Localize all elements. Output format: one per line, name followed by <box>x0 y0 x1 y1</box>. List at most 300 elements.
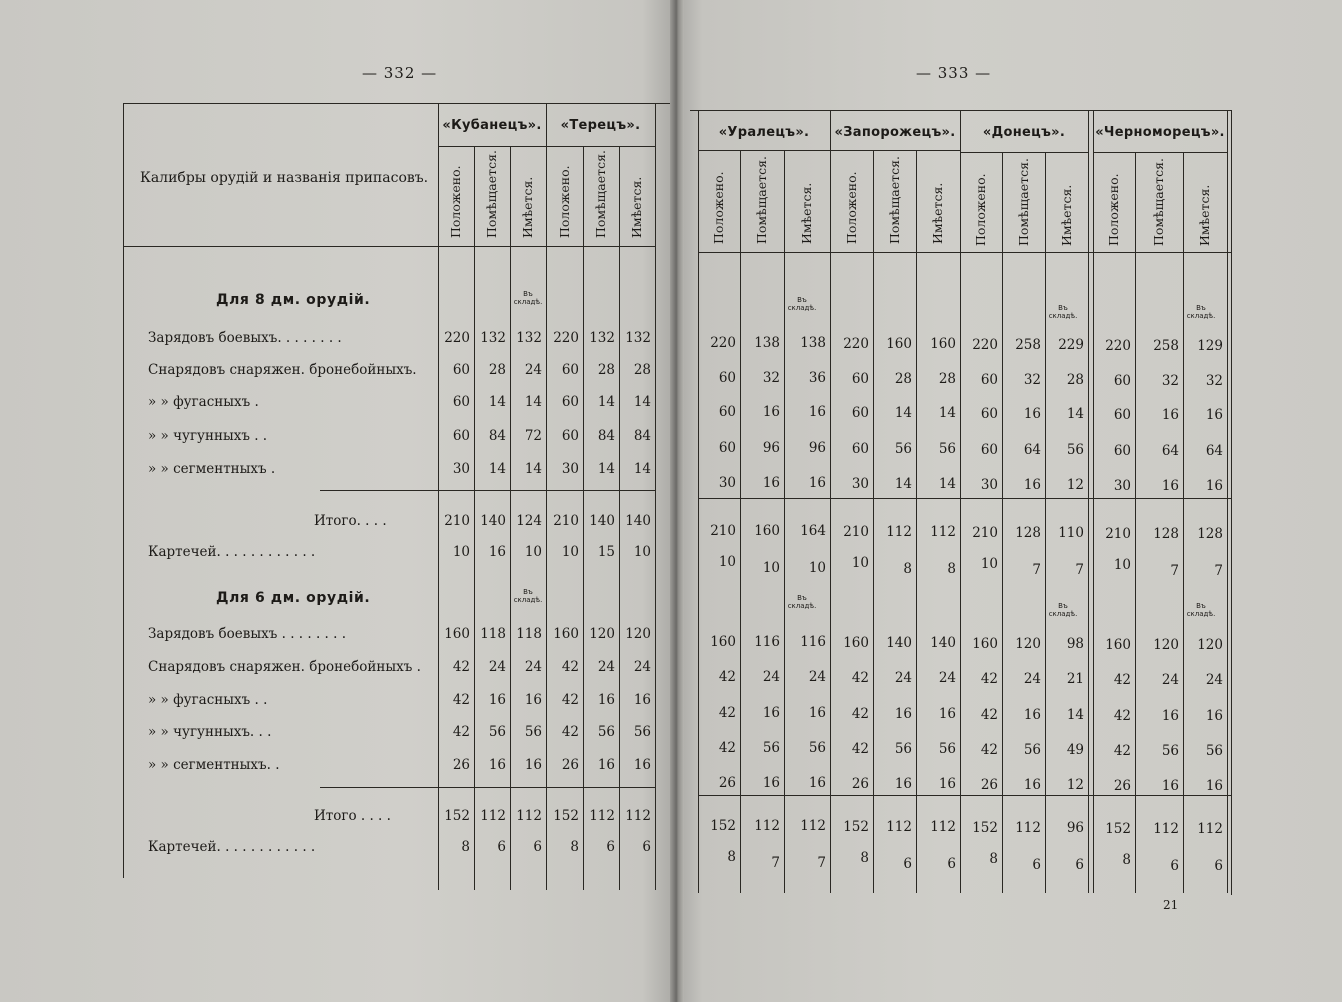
value-cell: 14 <box>938 476 956 492</box>
value-cell: 16 <box>524 757 542 773</box>
canister-label: Картечей. . . . . . . . . . . . <box>148 839 316 855</box>
value-cell: 16 <box>597 692 615 708</box>
value-cell: 42 <box>561 692 579 708</box>
section-title: Для 6 дм. орудій. <box>216 590 371 606</box>
ship-header-rule <box>1093 152 1227 153</box>
value-cell: 140 <box>930 635 956 651</box>
left-page-number: — 332 — <box>362 64 438 82</box>
value-cell: 42 <box>851 670 869 686</box>
value-cell: 60 <box>561 362 579 378</box>
in-store-note: Въ складѣ. <box>513 588 543 604</box>
value-cell: 120 <box>1153 637 1179 653</box>
value-cell: 16 <box>894 706 912 722</box>
value-cell: 24 <box>808 669 826 685</box>
value-cell: 56 <box>1161 743 1179 759</box>
value-cell: 60 <box>718 404 736 420</box>
column-rule <box>1093 110 1094 893</box>
value-cell: 60 <box>980 442 998 458</box>
value-cell: 16 <box>1205 708 1223 724</box>
left-header-bottom-rule <box>123 246 655 247</box>
value-cell: 120 <box>1015 636 1041 652</box>
value-cell: 60 <box>851 405 869 421</box>
total-cell: 152 <box>1105 821 1131 837</box>
canister-cell: 7 <box>1170 563 1179 579</box>
value-cell: 84 <box>488 428 506 444</box>
value-cell: 28 <box>938 371 956 387</box>
column-heading: Имѣется. <box>930 182 945 244</box>
value-cell: 24 <box>1161 672 1179 688</box>
canister-cell: 10 <box>980 556 998 572</box>
value-cell: 24 <box>524 362 542 378</box>
column-heading: Положено. <box>448 165 463 238</box>
canister-cell: 8 <box>570 839 579 855</box>
value-cell: 14 <box>488 394 506 410</box>
value-cell: 98 <box>1066 636 1084 652</box>
total-cell: 112 <box>886 819 912 835</box>
total-cell: 140 <box>589 513 615 529</box>
total-cell: 112 <box>800 818 826 834</box>
column-rule <box>740 150 741 893</box>
value-cell: 12 <box>1066 777 1084 793</box>
value-cell: 220 <box>710 335 736 351</box>
in-store-note: Въ складѣ. <box>513 290 543 306</box>
value-cell: 49 <box>1066 742 1084 758</box>
canister-cell: 6 <box>533 839 542 855</box>
column-rule <box>1045 152 1046 893</box>
total-cell: 152 <box>972 820 998 836</box>
value-cell: 60 <box>718 370 736 386</box>
value-cell: 14 <box>1066 406 1084 422</box>
column-rule <box>546 103 547 890</box>
canister-cell: 7 <box>817 855 826 871</box>
value-cell: 42 <box>452 659 470 675</box>
total-label: Итого. . . . <box>314 513 387 529</box>
value-cell: 56 <box>762 740 780 756</box>
total-cell: 210 <box>972 525 998 541</box>
total-cell: 210 <box>553 513 579 529</box>
canister-cell: 8 <box>461 839 470 855</box>
total-cell: 124 <box>516 513 542 529</box>
column-heading: Имѣется. <box>629 176 644 238</box>
column-rule <box>583 146 584 890</box>
value-cell: 132 <box>516 330 542 346</box>
column-rule <box>916 150 917 893</box>
canister-cell: 10 <box>633 544 651 560</box>
value-cell: 30 <box>452 461 470 477</box>
total-cell: 112 <box>1197 821 1223 837</box>
value-cell: 56 <box>633 724 651 740</box>
value-cell: 12 <box>1066 477 1084 493</box>
canister-cell: 16 <box>488 544 506 560</box>
canister-cell: 6 <box>903 856 912 872</box>
ship-name: «Черноморецъ». <box>1095 125 1225 140</box>
value-cell: 28 <box>488 362 506 378</box>
value-cell: 16 <box>1161 778 1179 794</box>
value-cell: 14 <box>488 461 506 477</box>
value-cell: 60 <box>851 441 869 457</box>
value-cell: 129 <box>1197 338 1223 354</box>
value-cell: 32 <box>762 370 780 386</box>
value-cell: 24 <box>762 669 780 685</box>
value-cell: 26 <box>851 776 869 792</box>
value-cell: 56 <box>488 724 506 740</box>
column-rule <box>619 146 620 890</box>
value-cell: 16 <box>762 775 780 791</box>
total-cell: 112 <box>516 808 542 824</box>
row-label: » » фугасныхъ . <box>148 394 259 410</box>
value-cell: 42 <box>452 692 470 708</box>
column-heading: Помѣщается. <box>1151 158 1166 246</box>
total-cell: 152 <box>843 819 869 835</box>
value-cell: 42 <box>718 669 736 685</box>
value-cell: 60 <box>1113 407 1131 423</box>
total-cell: 210 <box>843 524 869 540</box>
value-cell: 56 <box>1205 743 1223 759</box>
value-cell: 132 <box>625 330 651 346</box>
value-cell: 14 <box>597 394 615 410</box>
value-cell: 42 <box>851 741 869 757</box>
column-rule <box>510 146 511 890</box>
row-label: » » чугунныхъ . . <box>148 428 268 444</box>
value-cell: 160 <box>886 336 912 352</box>
value-cell: 24 <box>1205 672 1223 688</box>
value-cell: 16 <box>894 776 912 792</box>
value-cell: 42 <box>851 706 869 722</box>
value-cell: 16 <box>1161 478 1179 494</box>
value-cell: 16 <box>938 706 956 722</box>
value-cell: 28 <box>633 362 651 378</box>
canister-cell: 6 <box>497 839 506 855</box>
value-cell: 60 <box>718 440 736 456</box>
ship-name: «Донецъ». <box>982 125 1066 140</box>
value-cell: 30 <box>980 477 998 493</box>
value-cell: 120 <box>625 626 651 642</box>
total-cell: 112 <box>589 808 615 824</box>
value-cell: 16 <box>938 776 956 792</box>
value-cell: 96 <box>808 440 826 456</box>
value-cell: 28 <box>597 362 615 378</box>
canister-cell: 8 <box>947 561 956 577</box>
in-store-note: Въ складѣ. <box>1048 602 1078 618</box>
value-cell: 60 <box>452 362 470 378</box>
value-cell: 16 <box>762 404 780 420</box>
value-cell: 64 <box>1205 443 1223 459</box>
value-cell: 60 <box>1113 443 1131 459</box>
value-cell: 42 <box>718 705 736 721</box>
subtotal-rule-right <box>698 795 1231 796</box>
column-heading: Помѣщается. <box>754 156 769 244</box>
canister-cell: 8 <box>989 851 998 867</box>
column-heading: Помѣщается. <box>886 156 902 244</box>
value-cell: 16 <box>808 775 826 791</box>
canister-cell: 10 <box>718 554 736 570</box>
value-cell: 160 <box>843 635 869 651</box>
value-cell: 138 <box>800 335 826 351</box>
value-cell: 60 <box>1113 373 1131 389</box>
value-cell: 60 <box>452 394 470 410</box>
value-cell: 138 <box>754 335 780 351</box>
in-store-note: Въ складѣ. <box>787 296 817 312</box>
value-cell: 42 <box>561 724 579 740</box>
canister-cell: 6 <box>1075 857 1084 873</box>
total-cell: 140 <box>480 513 506 529</box>
value-cell: 42 <box>561 659 579 675</box>
column-heading: Помѣщается. <box>1015 158 1031 246</box>
column-rule <box>830 110 831 893</box>
canister-cell: 10 <box>851 555 869 571</box>
value-cell: 116 <box>754 634 780 650</box>
ship-name: «Кубанецъ». <box>442 118 542 133</box>
column-rule <box>698 110 699 893</box>
left-top-rule <box>123 103 670 104</box>
value-cell: 42 <box>1113 672 1131 688</box>
row-label: Снарядовъ снаряжен. бронебойныхъ. <box>148 362 417 378</box>
canister-label: Картечей. . . . . . . . . . . . <box>148 544 316 560</box>
column-rule <box>474 146 475 890</box>
total-cell: 128 <box>1015 525 1041 541</box>
value-cell: 64 <box>1161 443 1179 459</box>
column-heading: Положено. <box>556 165 572 238</box>
column-rule <box>1183 152 1184 893</box>
value-cell: 14 <box>524 394 542 410</box>
value-cell: 60 <box>452 428 470 444</box>
column-rule <box>1088 110 1089 893</box>
value-cell: 118 <box>480 626 506 642</box>
subtotal-rule-left <box>320 787 655 788</box>
value-cell: 160 <box>710 634 736 650</box>
value-cell: 60 <box>561 428 579 444</box>
total-cell: 96 <box>1066 820 1084 836</box>
value-cell: 16 <box>1023 777 1041 793</box>
value-cell: 24 <box>894 670 912 686</box>
value-cell: 220 <box>444 330 470 346</box>
value-cell: 56 <box>938 741 956 757</box>
row-label: » » фугасныхъ . . <box>148 692 268 708</box>
row-label: » » чугунныхъ. . . <box>148 724 272 740</box>
value-cell: 36 <box>808 370 826 386</box>
column-rule <box>655 103 656 890</box>
column-heading: Помѣщается. <box>484 150 499 238</box>
row-label: Зарядовъ боевыхъ. . . . . . . . <box>148 330 342 346</box>
value-cell: 132 <box>589 330 615 346</box>
value-cell: 220 <box>843 336 869 352</box>
value-cell: 42 <box>980 707 998 723</box>
value-cell: 14 <box>524 461 542 477</box>
value-cell: 60 <box>980 372 998 388</box>
value-cell: 32 <box>1205 373 1223 389</box>
canister-cell: 10 <box>1113 557 1131 573</box>
canister-cell: 10 <box>561 544 579 560</box>
canister-cell: 7 <box>1075 562 1084 578</box>
total-cell: 110 <box>1058 525 1084 541</box>
value-cell: 160 <box>930 336 956 352</box>
column-rule <box>873 150 874 893</box>
value-cell: 220 <box>1105 338 1131 354</box>
value-cell: 258 <box>1015 337 1041 353</box>
total-cell: 112 <box>930 524 956 540</box>
value-cell: 16 <box>1161 708 1179 724</box>
value-cell: 64 <box>1023 442 1041 458</box>
value-cell: 120 <box>1197 637 1223 653</box>
value-cell: 16 <box>808 404 826 420</box>
value-cell: 16 <box>1161 407 1179 423</box>
row-label: » » сегментныхъ . <box>148 461 276 477</box>
ship-name: «Запорожецъ». <box>834 125 956 140</box>
total-cell: 112 <box>480 808 506 824</box>
total-cell: 128 <box>1197 526 1223 542</box>
column-heading: Положено. <box>711 171 726 244</box>
value-cell: 14 <box>894 476 912 492</box>
value-cell: 120 <box>589 626 615 642</box>
value-cell: 14 <box>633 461 651 477</box>
canister-cell: 7 <box>771 855 780 871</box>
canister-cell: 7 <box>1214 563 1223 579</box>
total-cell: 128 <box>1153 526 1179 542</box>
right-top-rule <box>690 110 1232 111</box>
left-outer-rule <box>123 103 124 878</box>
value-cell: 220 <box>972 337 998 353</box>
total-cell: 112 <box>886 524 912 540</box>
value-cell: 14 <box>1066 707 1084 723</box>
canister-cell: 8 <box>1122 852 1131 868</box>
value-cell: 14 <box>633 394 651 410</box>
value-cell: 30 <box>561 461 579 477</box>
value-cell: 16 <box>633 757 651 773</box>
value-cell: 16 <box>597 757 615 773</box>
column-rule <box>1002 152 1003 893</box>
value-cell: 56 <box>524 724 542 740</box>
value-cell: 258 <box>1153 338 1179 354</box>
value-cell: 42 <box>452 724 470 740</box>
column-rule <box>1227 110 1228 893</box>
value-cell: 56 <box>1066 442 1084 458</box>
canister-cell: 10 <box>524 544 542 560</box>
canister-cell: 10 <box>808 560 826 576</box>
total-cell: 140 <box>625 513 651 529</box>
value-cell: 32 <box>1161 373 1179 389</box>
value-cell: 30 <box>851 476 869 492</box>
value-cell: 118 <box>516 626 542 642</box>
value-cell: 21 <box>1066 671 1084 687</box>
column-heading: Помѣщается. <box>593 150 608 238</box>
in-store-note: Въ складѣ. <box>1186 602 1216 618</box>
total-cell: 160 <box>754 523 780 539</box>
value-cell: 229 <box>1058 337 1084 353</box>
canister-cell: 6 <box>1214 858 1223 874</box>
ship-header-rule <box>546 146 655 147</box>
value-cell: 56 <box>1023 742 1041 758</box>
total-cell: 112 <box>754 818 780 834</box>
value-cell: 24 <box>938 670 956 686</box>
value-cell: 26 <box>452 757 470 773</box>
value-cell: 160 <box>1105 637 1131 653</box>
value-cell: 16 <box>1023 477 1041 493</box>
value-cell: 56 <box>597 724 615 740</box>
value-cell: 24 <box>633 659 651 675</box>
sheet-number: 21 <box>1163 898 1179 912</box>
total-cell: 112 <box>1153 821 1179 837</box>
canister-cell: 7 <box>1032 562 1041 578</box>
value-cell: 42 <box>718 740 736 756</box>
in-store-note: Въ складѣ. <box>787 594 817 610</box>
total-cell: 112 <box>1015 820 1041 836</box>
ship-header-rule <box>698 150 830 151</box>
canister-cell: 6 <box>642 839 651 855</box>
ship-header-rule <box>830 150 960 151</box>
column-rule <box>960 110 961 893</box>
value-cell: 26 <box>980 777 998 793</box>
value-cell: 16 <box>762 705 780 721</box>
value-cell: 116 <box>800 634 826 650</box>
column-heading: Имѣется. <box>1058 184 1074 246</box>
value-cell: 24 <box>488 659 506 675</box>
value-cell: 160 <box>972 636 998 652</box>
value-cell: 16 <box>1023 707 1041 723</box>
value-cell: 16 <box>633 692 651 708</box>
value-cell: 160 <box>444 626 470 642</box>
value-cell: 30 <box>718 475 736 491</box>
row-label: Снарядовъ снаряжен. бронебойныхъ . <box>148 659 421 675</box>
total-cell: 112 <box>625 808 651 824</box>
row-label: » » сегментныхъ. . <box>148 757 280 773</box>
value-cell: 220 <box>553 330 579 346</box>
total-label: Итого . . . . <box>314 808 391 824</box>
value-cell: 60 <box>561 394 579 410</box>
canister-cell: 6 <box>1032 857 1041 873</box>
column-heading: Положено. <box>973 173 988 246</box>
value-cell: 16 <box>762 475 780 491</box>
canister-cell: 8 <box>860 850 869 866</box>
column-heading: Имѣется. <box>520 176 535 238</box>
value-cell: 16 <box>524 692 542 708</box>
value-cell: 56 <box>894 441 912 457</box>
ship-name: «Уралецъ». <box>718 125 810 140</box>
column-rule <box>438 103 439 890</box>
canister-cell: 10 <box>452 544 470 560</box>
column-heading: Положено. <box>1106 173 1121 246</box>
total-cell: 152 <box>710 818 736 834</box>
value-cell: 42 <box>1113 708 1131 724</box>
value-cell: 14 <box>894 405 912 421</box>
value-cell: 132 <box>480 330 506 346</box>
calibre-header-label: Калибры орудій и названія припасовъ. <box>140 170 429 186</box>
value-cell: 72 <box>524 428 542 444</box>
canister-cell: 15 <box>597 544 615 560</box>
value-cell: 28 <box>894 371 912 387</box>
value-cell: 26 <box>1113 778 1131 794</box>
column-rule <box>784 150 785 893</box>
value-cell: 60 <box>980 406 998 422</box>
canister-cell: 6 <box>606 839 615 855</box>
value-cell: 96 <box>762 440 780 456</box>
value-cell: 14 <box>597 461 615 477</box>
value-cell: 16 <box>488 757 506 773</box>
value-cell: 16 <box>1023 406 1041 422</box>
value-cell: 56 <box>938 441 956 457</box>
right-page-number: — 333 — <box>916 64 992 82</box>
total-cell: 210 <box>710 523 736 539</box>
value-cell: 16 <box>1205 478 1223 494</box>
value-cell: 84 <box>633 428 651 444</box>
canister-cell: 8 <box>903 561 912 577</box>
column-heading: Положено. <box>843 171 859 244</box>
value-cell: 42 <box>980 742 998 758</box>
value-cell: 16 <box>488 692 506 708</box>
canister-cell: 6 <box>947 856 956 872</box>
in-store-note: Въ складѣ. <box>1048 304 1078 320</box>
column-heading: Имѣется. <box>799 182 814 244</box>
column-rule <box>1135 152 1136 893</box>
